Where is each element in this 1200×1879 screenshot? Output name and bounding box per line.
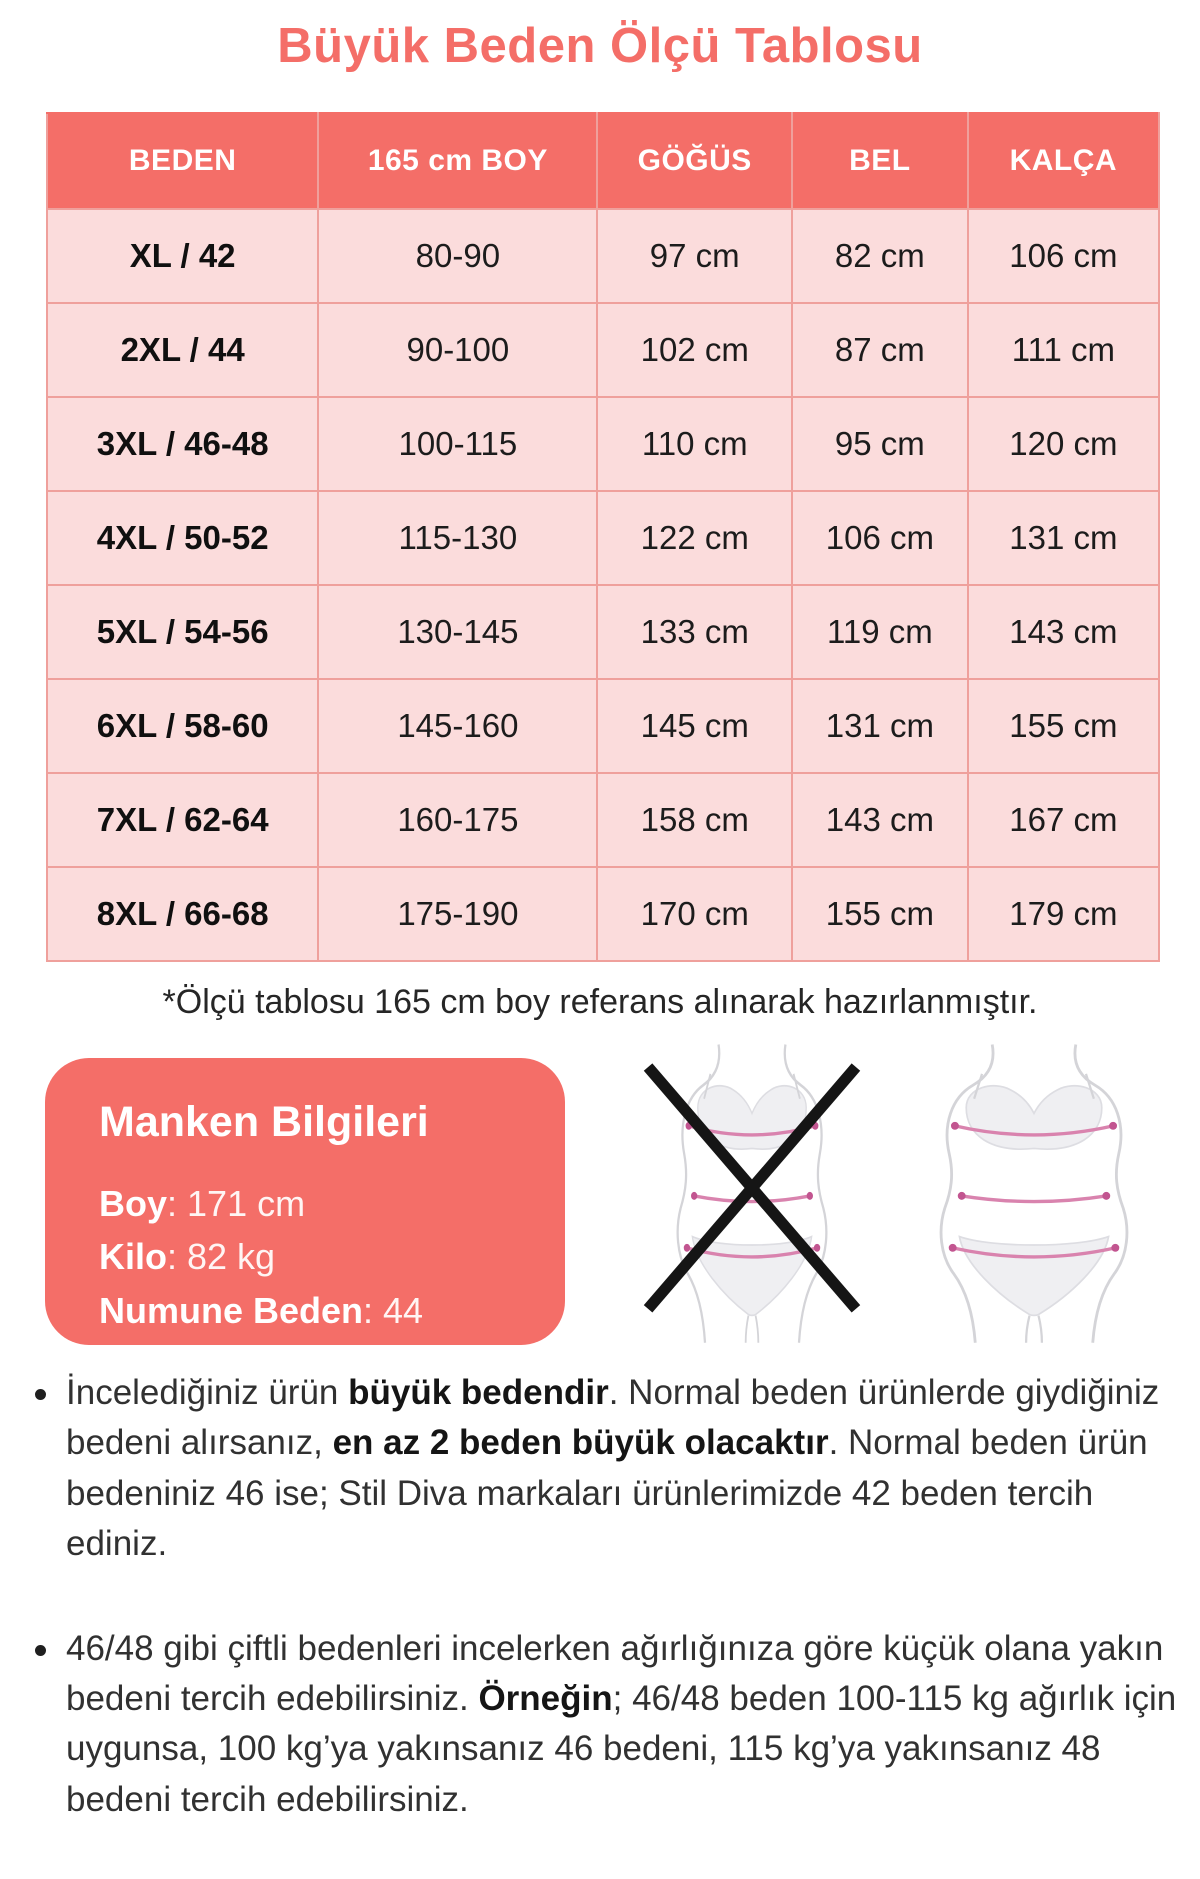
- measure-cell: 100-115: [318, 397, 597, 491]
- measure-cell: 155 cm: [792, 867, 968, 961]
- measure-cell: 87 cm: [792, 303, 968, 397]
- measure-cell: 179 cm: [968, 867, 1159, 961]
- note-text: İncelediğiniz ürün: [66, 1373, 349, 1412]
- size-cell: XL / 42: [47, 209, 318, 303]
- col-header-kalca: KALÇA: [968, 113, 1159, 209]
- table-row: [47, 209, 1159, 303]
- measure-cell: 143 cm: [792, 773, 968, 867]
- table-row: [47, 303, 1159, 397]
- measure-cell: 131 cm: [792, 679, 968, 773]
- note-text: 46/48 gibi çiftli bedenleri incelerken ağırlığınıza göre küçük olana yakın bedeni tercih edebilirsiniz.: [66, 1628, 1164, 1718]
- model-info-line: [99, 1284, 535, 1337]
- measure-cell: 133 cm: [597, 585, 792, 679]
- table-row: [47, 867, 1159, 961]
- measure-cell: 90-100: [318, 303, 597, 397]
- size-cell: 4XL / 50-52: [47, 491, 318, 585]
- measure-cell: 130-145: [318, 585, 597, 679]
- model-field-value: : 44: [363, 1289, 424, 1331]
- measure-cell: 95 cm: [792, 397, 968, 491]
- measure-cell: 97 cm: [597, 209, 792, 303]
- plus-body-figure-icon: [915, 1040, 1153, 1345]
- table-row: [47, 773, 1159, 867]
- col-header-bel: BEL: [792, 113, 968, 209]
- table-footnote: *Ölçü tablosu 165 cm boy referans alınarak hazırlanmıştır.: [162, 983, 1038, 1021]
- table-row: [47, 585, 1159, 679]
- measure-cell: 175-190: [318, 867, 597, 961]
- measure-cell: 143 cm: [968, 585, 1159, 679]
- table-header-row: [47, 113, 1159, 209]
- measure-cell: 160-175: [318, 773, 597, 867]
- size-table-body: [47, 209, 1159, 961]
- incorrect-measure-figure: [633, 1040, 871, 1345]
- size-cell: 3XL / 46-48: [47, 397, 318, 491]
- note-text-bold: en az 2 beden büyük olacaktır: [332, 1423, 829, 1463]
- measure-cell: 170 cm: [597, 867, 792, 961]
- model-field-label: Numune Beden: [99, 1289, 364, 1331]
- col-header-gogus: GÖĞÜS: [597, 113, 792, 209]
- model-info-line: [99, 1177, 535, 1230]
- measure-cell: 145 cm: [597, 679, 792, 773]
- measure-cell: 120 cm: [968, 397, 1159, 491]
- measure-cell: 145-160: [318, 679, 597, 773]
- model-field-value: : 82 kg: [167, 1236, 276, 1278]
- model-info-title: Manken Bilgileri: [99, 1098, 429, 1146]
- measure-cell: 102 cm: [597, 303, 792, 397]
- note-text: . Normal beden ürünlerde giydiğiniz bedeni alırsanız,: [66, 1373, 1160, 1463]
- col-header-boy: 165 cm BOY: [318, 113, 597, 209]
- measure-cell: 119 cm: [792, 585, 968, 679]
- measure-cell: 115-130: [318, 491, 597, 585]
- measure-cell: 111 cm: [968, 303, 1159, 397]
- note-text-bold: Örneğin: [478, 1678, 613, 1718]
- note-text: . Normal beden ürün bedeniniz 46 ise; Stil Diva markaları ürünlerimizde 42 beden tercih ediniz.: [66, 1423, 1148, 1564]
- note-item: [28, 1368, 1180, 1570]
- model-info-fields: [99, 1177, 535, 1337]
- size-cell: 5XL / 54-56: [47, 585, 318, 679]
- table-row: [47, 491, 1159, 585]
- model-info-card: [45, 1058, 565, 1345]
- measure-cell: 167 cm: [968, 773, 1159, 867]
- figure-illustrations: [605, 1040, 1180, 1350]
- size-table: [46, 112, 1160, 962]
- measure-cell: 131 cm: [968, 491, 1159, 585]
- measure-cell: 80-90: [318, 209, 597, 303]
- measure-cell: 82 cm: [792, 209, 968, 303]
- measure-cell: 106 cm: [968, 209, 1159, 303]
- model-field-value: : 171 cm: [167, 1183, 306, 1224]
- model-field-label: Boy: [99, 1183, 168, 1224]
- size-cell: 8XL / 66-68: [47, 867, 318, 961]
- measure-cell: 106 cm: [792, 491, 968, 585]
- table-row: [47, 679, 1159, 773]
- col-header-beden: BEDEN: [47, 113, 318, 209]
- note-item: [28, 1624, 1180, 1826]
- model-info-line: [99, 1230, 535, 1283]
- note-text: ; 46/48 beden 100-115 kg ağırlık için uygunsa, 100 kg’ya yakınsanız 46 bedeni, 115 kg’ya yakınsanız 48 bedeni tercih edebilirsiniz.: [66, 1678, 1177, 1819]
- notes-list: [28, 1368, 1180, 1879]
- page-title: Büyük Beden Ölçü Tablosu: [277, 19, 923, 73]
- model-field-label: Kilo: [99, 1236, 167, 1278]
- table-row: [47, 397, 1159, 491]
- measure-cell: 155 cm: [968, 679, 1159, 773]
- crossed-body-figure-icon: [633, 1040, 871, 1345]
- measure-cell: 110 cm: [597, 397, 792, 491]
- measure-cell: 122 cm: [597, 491, 792, 585]
- note-text-bold: büyük bedendir: [348, 1373, 609, 1412]
- correct-measure-figure: [915, 1040, 1153, 1345]
- measure-cell: 158 cm: [597, 773, 792, 867]
- size-cell: 6XL / 58-60: [47, 679, 318, 773]
- size-cell: 2XL / 44: [47, 303, 318, 397]
- size-cell: 7XL / 62-64: [47, 773, 318, 867]
